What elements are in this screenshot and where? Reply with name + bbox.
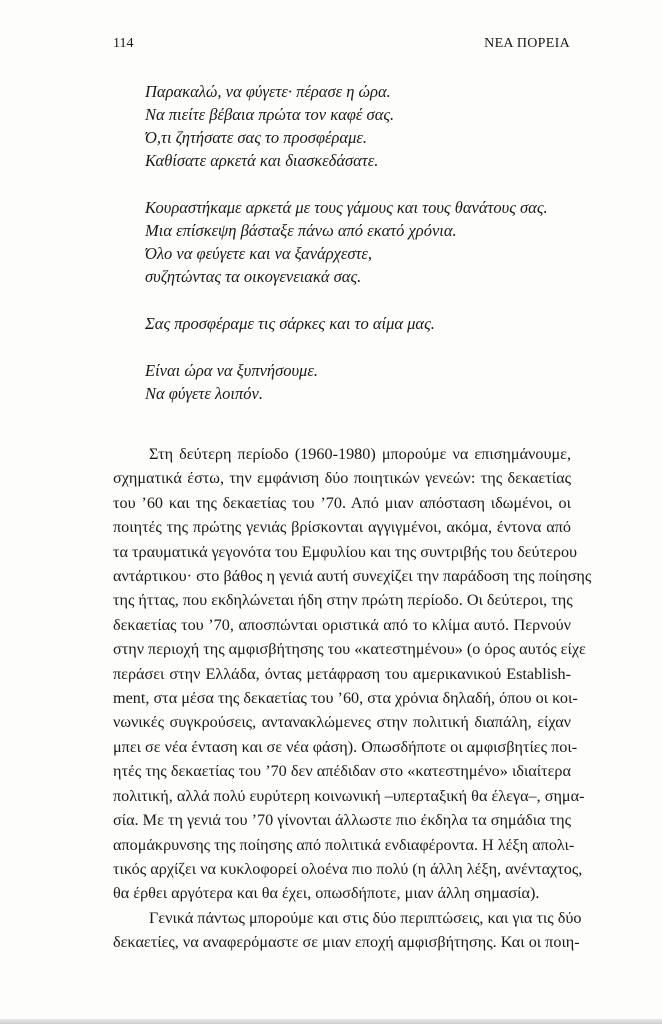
prose-line: ποιητές της πρώτης γενιάς βρίσκονται αγγιγμένοι, ακόμα, έντονα από	[113, 518, 571, 537]
prose-line: μπει σε νέα ένταση και σε νέα φάση). Οπωσδήποτε οι αμφισβητίες ποι-	[113, 737, 578, 756]
poem-line: Κουραστήκαμε αρκετά με τους γάμους και τους θανάτους σας.	[145, 198, 548, 217]
prose-line: θα έρθει αργότερα και θα έχει, οπωσδήποτε, μιαν άλλη σημασία).	[113, 884, 540, 903]
prose-line: δεκαετίες, να αναφερόμαστε σε μιαν εποχή αμφισβήτησης. Και οι ποιη-	[113, 933, 580, 952]
poem-line: Παρακαλώ, να φύγετε· πέρασε η ώρα.	[145, 82, 391, 101]
prose-body	[113, 442, 592, 955]
poem-line: Σας προσφέραμε τις σάρκες και το αίμα μας.	[145, 314, 435, 333]
running-head: ΝΕΑ ΠΟΡΕΙΑ	[484, 36, 570, 51]
poem-stanza	[145, 312, 548, 335]
poem-line: Ό,τι ζητήσατε σας το προσφέραμε.	[145, 128, 368, 147]
poem-line: Είναι ώρα να ξυπνήσουμε.	[145, 361, 318, 380]
prose-line: απομάκρυνσης της ποίησης από πολιτικά ενδιαφέροντα. Η λέξη απολι-	[113, 835, 575, 854]
poem	[145, 80, 548, 429]
prose-line: αντάρτικου· στο βάθος η γενιά αυτή συνεχίζει την παράδοση της ποίησης	[113, 567, 592, 586]
poem-line: Μια επίσκεψη βάσταξε πάνω από εκατό χρόνια.	[145, 221, 457, 240]
poem-stanza	[145, 196, 548, 288]
prose-line: Γενικά πάντως μπορούμε και στις δύο περιπτώσεις, και για τις δύο	[149, 908, 582, 927]
prose-line: στην περιοχή της αμφισβήτησης του «κατεστημένου» (ο όρος αυτός είχε	[113, 640, 586, 659]
prose-line: νωνικές συγκρούσεις, αντανακλώμενες στην πολιτική διαπάλη, είχαν	[113, 713, 571, 732]
scan-edge	[0, 1019, 662, 1024]
prose-line: σία. Με τη γενιά του ’70 γίνονται άλλωστε πιο έκδηλα τα σημάδια της	[113, 811, 571, 830]
prose-line: τικός αρχίζει να κυκλοφορεί ολοένα πιο πολύ (η άλλη λέξη, ανένταχτος,	[113, 859, 583, 878]
page-number: 114	[113, 36, 134, 51]
poem-line: Όλο να φεύγετε και να ξανάρχεστε,	[145, 244, 373, 263]
prose-line: της ήττας, που εκδηλώνεται ήδη στην πρώτη περίοδο. Οι δεύτεροι, της	[113, 591, 573, 610]
poem-stanza	[145, 359, 548, 405]
prose-line: του ’60 και της δεκαετίας του ’70. Από μιαν απόσταση ιδωμένοι, οι	[113, 493, 571, 512]
prose-line: τα τραυματικά γεγονότα του Εμφυλίου και της συντριβής του δεύτερου	[113, 542, 578, 561]
poem-line: Να πιείτε βέβαια πρώτα τον καφέ σας.	[145, 105, 395, 124]
prose-line: σχηματικά έστω, την εμφάνιση δύο ποιητικών γενεών: της δεκαετίας	[113, 469, 571, 488]
poem-line: συζητώντας τα οικογενειακά σας.	[145, 267, 362, 286]
prose-line: δεκαετίας του ’70, αποσπώνται οριστικά από το κλίμα αυτό. Περνούν	[113, 615, 571, 634]
prose-line: ment, στα μέσα της δεκαετίας του ’60, στα χρόνια δηλαδή, όπου οι κοι-	[113, 689, 578, 708]
prose-line: ητές της δεκαετίας του ’70 δεν απέδιδαν στο «κατεστημένο» ιδιαίτερα	[113, 762, 571, 781]
poem-line: Καθίσατε αρκετά και διασκεδάσατε.	[145, 151, 379, 170]
prose-line: πολιτική, αλλά πολύ ευρύτερη κοινωνική –υπερταξική θα έλεγα–, σημα-	[113, 786, 585, 805]
poem-line: Να φύγετε λοιπόν.	[145, 384, 263, 403]
poem-stanza	[145, 80, 548, 172]
prose-line: Στη δεύτερη περίοδο (1960-1980) μπορούμε να επισημάνουμε,	[149, 445, 571, 463]
prose-line: περάσει στην Ελλάδα, όντας μετάφραση του αμερικανικού Establish-	[113, 664, 571, 683]
